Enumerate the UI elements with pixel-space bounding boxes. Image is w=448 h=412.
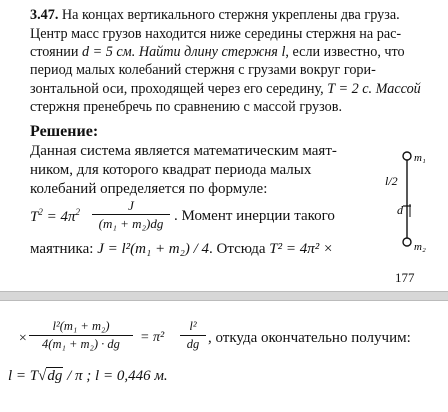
problem-line-5 (30, 82, 421, 96)
next-fraction-1 (29, 320, 133, 350)
result-suffix: / π ; l = 0,446 м. (67, 368, 168, 384)
solution-heading: Решение: (30, 123, 99, 140)
solution-text-3: колебаний определяется по формуле: (30, 181, 268, 197)
times-sign: × (18, 331, 28, 346)
problem-line-1 (30, 8, 400, 22)
result-prefix: l = T (8, 368, 39, 384)
solution-line-5 (30, 242, 333, 257)
next-frac1-bar (29, 335, 133, 336)
d-label: d (397, 203, 403, 217)
problem-line-2: Центр масс грузов находится ниже середины стержня на рас- (30, 26, 402, 42)
half-length-label: l/2 (385, 174, 398, 188)
pendulum-diagram (385, 148, 441, 258)
bottom-mass-label: m₂ (414, 241, 426, 253)
solution-line-2: ником, для которого квадрат периода малых (30, 162, 312, 178)
solution-text-5: маятника: (30, 241, 94, 257)
top-mass (403, 152, 411, 160)
next-frac2-numerator: l² (189, 319, 197, 333)
problem-text-5a: зонтальной оси, проходящей через его середину, (30, 81, 324, 97)
problem-line-4: период малых колебаний стержня с грузами вокруг гори- (30, 62, 376, 78)
problem-line-6: стержня пренебречь по сравнению с массой грузов. (30, 99, 343, 115)
next-frac1-numerator: l²(m₁ + m₂) (52, 319, 110, 333)
formula-lhs-exp: 2 (38, 207, 43, 217)
page-separator (0, 291, 448, 301)
next-eq: = π² (140, 330, 165, 345)
formula-period (30, 208, 80, 225)
problem-line-3 (30, 45, 405, 59)
problem-number: 3.47. (30, 7, 59, 23)
page-number: 177 (395, 270, 415, 285)
problem-text-5b: T = 2 с. Массой (327, 81, 421, 97)
formula-lhs: T (30, 209, 39, 225)
solution-line-3 (30, 182, 382, 197)
next-frac2-bar (180, 335, 206, 336)
next-fraction-2 (180, 320, 206, 350)
top-mass-label: m₁ (414, 152, 426, 164)
formula-eq: = 4π (42, 209, 76, 225)
bottom-mass (403, 238, 411, 246)
formula-numerator: J (128, 198, 134, 213)
formula-denominator: (m₁ + m₂)dg (98, 216, 164, 231)
fraction-bar (92, 214, 170, 215)
solution-line-1: Данная система является математическим маят- (30, 143, 337, 159)
problem-text-3b: d = 5 см. Найти длину стержня (81, 44, 278, 60)
solution-line-4: . Момент инерции такого (174, 208, 335, 224)
sqrt-sign: √ (38, 368, 47, 384)
problem-text-3c: , если известно, что (285, 44, 405, 60)
next-tail-text: , откуда окончательно получим: (208, 330, 411, 346)
solution-text-6: . Отсюда (209, 241, 266, 257)
problem-text-3a: стоянии (30, 44, 79, 60)
final-result (8, 369, 168, 384)
result-sqrt: dg (47, 368, 63, 384)
formula-eq-exp: 2 (75, 207, 80, 217)
formula-period-2: T² = 4π² × (269, 241, 334, 257)
problem-text-1: На концах вертикального стержня укреплены два груза. (61, 7, 400, 23)
next-frac2-denominator: dg (186, 336, 200, 351)
formula-fraction (92, 199, 170, 230)
problem-var-l: l (281, 44, 286, 60)
next-frac1-denominator: 4(m₁ + m₂) · dg (42, 336, 120, 351)
formula-inertia: J = l²(m₁ + m₂) / 4 (97, 241, 210, 257)
